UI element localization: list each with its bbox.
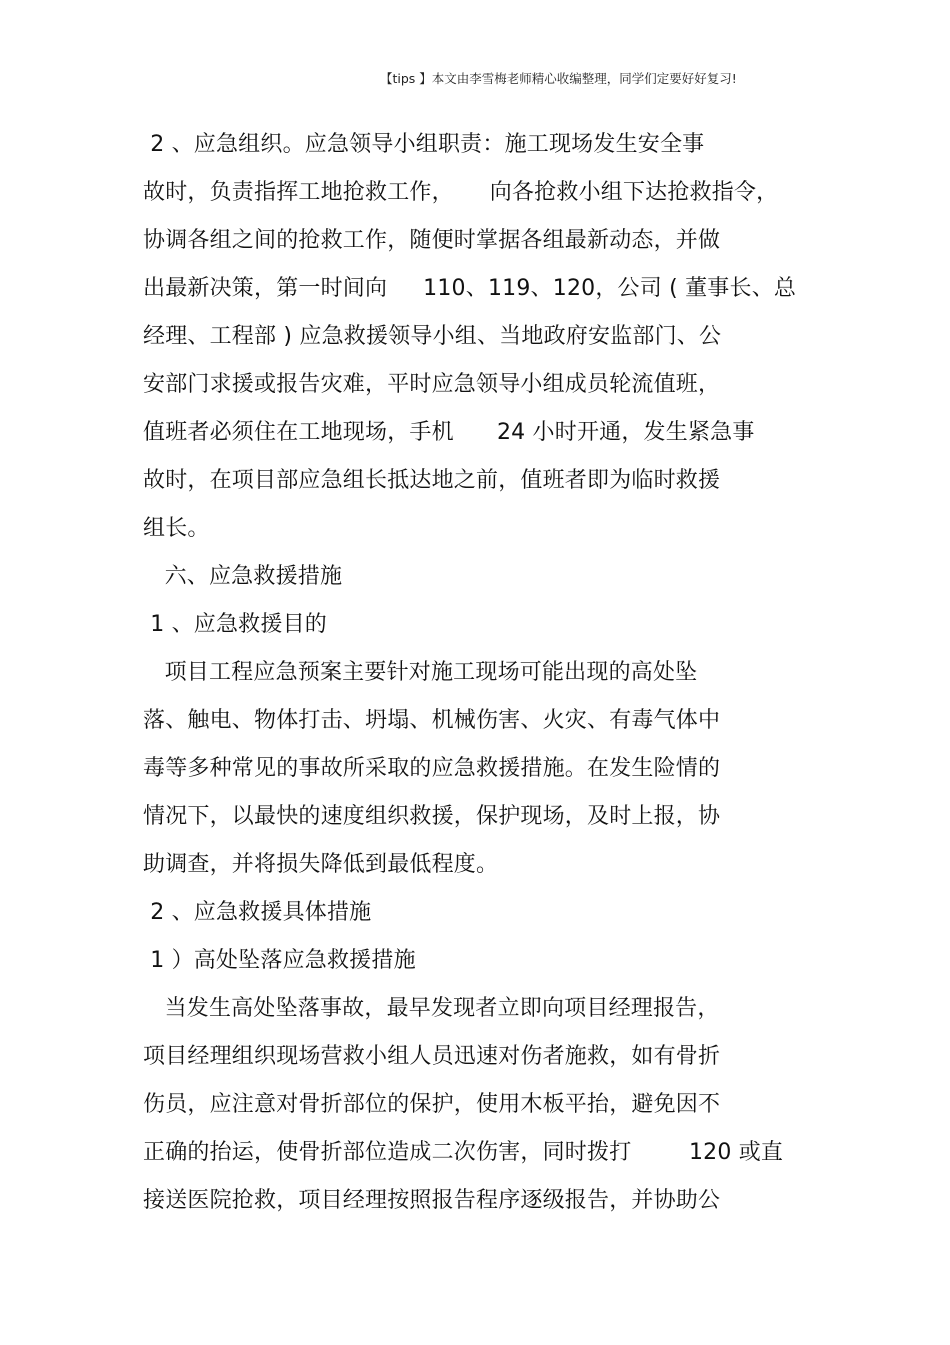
doc-line: 毒等多种常见的事故所采取的应急救援措施。在发生险情的: [143, 756, 721, 781]
doc-line: 安部门求援或报告灾难，平时应急领导小组成员轮流值班，: [143, 372, 721, 397]
doc-line: 故时，负责指挥工地抢救工作， 向各抢救小组下达抢救指令，: [143, 180, 779, 205]
subsection-heading: 1 ）高处坠落应急救援措施: [143, 948, 416, 973]
doc-line: 2 、应急组织。应急领导小组职责：施工现场发生安全事: [143, 132, 705, 157]
doc-line: 情况下，以最快的速度组织救援，保护现场，及时上报，协: [143, 804, 721, 829]
doc-line: 组长。: [143, 516, 210, 541]
doc-line: 经理、工程部 ) 应急救援领导小组、当地政府安监部门、公: [143, 324, 722, 349]
doc-line: 伤员，应注意对骨折部位的保护，使用木板平抬，避免因不: [143, 1092, 721, 1117]
doc-line: 当发生高处坠落事故，最早发现者立即向项目经理报告，: [143, 996, 720, 1021]
subsection-heading: 2 、应急救援具体措施: [143, 900, 372, 925]
section-heading: 六、应急救援措施: [143, 564, 343, 589]
doc-line: 落、触电、物体打击、坍塌、机械伤害、火灾、有毒气体中: [143, 708, 721, 733]
doc-line: 出最新决策，第一时间向 110、119、120，公司 ( 董事长、总: [143, 276, 797, 301]
doc-line: 故时，在项目部应急组长抵达地之前，值班者即为临时救援: [143, 468, 721, 493]
doc-line: 协调各组之间的抢救工作，随便时掌据各组最新动态，并做: [143, 228, 721, 253]
doc-line: 值班者必须住在工地现场，手机 24 小时开通，发生紧急事: [143, 420, 755, 445]
doc-line: 项目工程应急预案主要针对施工现场可能出现的高处坠: [143, 660, 698, 685]
doc-line: 助调查，并将损失降低到最低程度。: [143, 852, 499, 877]
doc-line: 项目经理组织现场营救小组人员迅速对伤者施救，如有骨折: [143, 1044, 721, 1069]
subsection-heading: 1 、应急救援目的: [143, 612, 327, 637]
doc-line: 接送医院抢救，项目经理按照报告程序逐级报告，并协助公: [143, 1188, 721, 1213]
doc-line: 正确的抬运，使骨折部位造成二次伤害，同时拨打 120 或直: [143, 1140, 784, 1165]
header-tip: 【tips 】本文由李雪梅老师精心收编整理，同学们定要好好复习!: [380, 71, 737, 86]
